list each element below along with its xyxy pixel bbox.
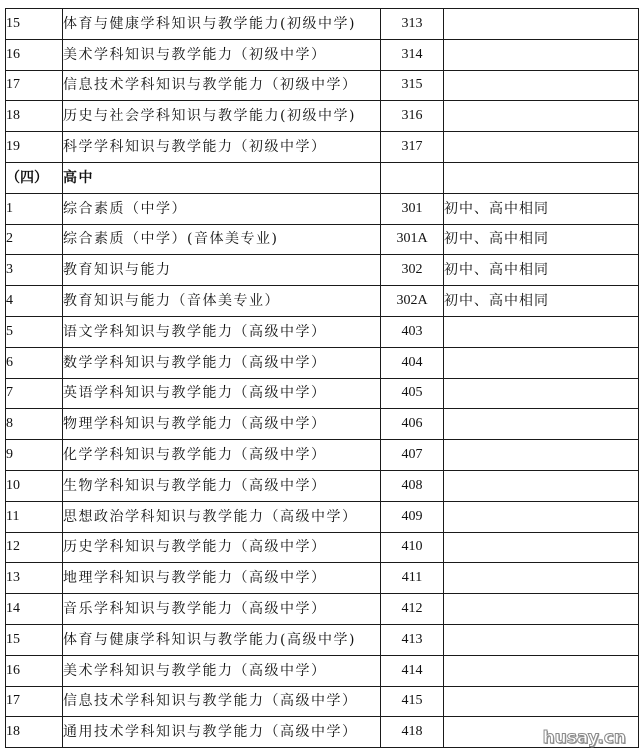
table-row <box>6 624 639 655</box>
table-row <box>6 686 639 717</box>
remark <box>444 132 639 163</box>
table-row <box>6 132 639 163</box>
remark <box>444 501 639 532</box>
remark: 初中、高中相同 <box>444 224 639 255</box>
row-number: 5 <box>6 316 63 347</box>
row-number: 8 <box>6 409 63 440</box>
remark <box>444 9 639 40</box>
remark: 初中、高中相同 <box>444 286 639 317</box>
watermark: husay.cn <box>542 728 626 748</box>
subject-name: 物理学科知识与教学能力（高级中学） <box>63 409 381 440</box>
subject-name: 思想政治学科知识与教学能力（高级中学） <box>63 501 381 532</box>
row-number: 14 <box>6 594 63 625</box>
remark <box>444 347 639 378</box>
subject-code: 411 <box>381 563 444 594</box>
remark <box>444 440 639 471</box>
row-number: （四） <box>6 162 63 193</box>
table-row <box>6 501 639 532</box>
subject-name: 地理学科知识与教学能力（高级中学） <box>63 563 381 594</box>
row-number: 18 <box>6 101 63 132</box>
subject-name: 教育知识与能力 <box>63 255 381 286</box>
table-row <box>6 39 639 70</box>
remark <box>444 162 639 193</box>
row-number: 4 <box>6 286 63 317</box>
subject-name: 信息技术学科知识与教学能力（高级中学） <box>63 686 381 717</box>
subject-code: 409 <box>381 501 444 532</box>
subject-code: 406 <box>381 409 444 440</box>
subject-code: 412 <box>381 594 444 625</box>
subject-code: 301 <box>381 193 444 224</box>
remark <box>444 686 639 717</box>
subject-name: 音乐学科知识与教学能力（高级中学） <box>63 594 381 625</box>
remark <box>444 563 639 594</box>
remark: 初中、高中相同 <box>444 193 639 224</box>
subject-name: 历史学科知识与教学能力（高级中学） <box>63 532 381 563</box>
row-number: 16 <box>6 655 63 686</box>
row-number: 11 <box>6 501 63 532</box>
subject-name: 体育与健康学科知识与教学能力(高级中学) <box>63 624 381 655</box>
subject-name: 高中 <box>63 162 381 193</box>
subject-code: 314 <box>381 39 444 70</box>
row-number: 18 <box>6 717 63 748</box>
remark <box>444 624 639 655</box>
remark <box>444 409 639 440</box>
subject-name: 英语学科知识与教学能力（高级中学） <box>63 378 381 409</box>
subject-name: 通用技术学科知识与教学能力（高级中学） <box>63 717 381 748</box>
subject-name: 综合素质（中学）(音体美专业) <box>63 224 381 255</box>
subject-name: 美术学科知识与教学能力（高级中学） <box>63 655 381 686</box>
row-number: 15 <box>6 9 63 40</box>
subject-code: 302A <box>381 286 444 317</box>
row-number: 6 <box>6 347 63 378</box>
subject-code: 301A <box>381 224 444 255</box>
row-number: 9 <box>6 440 63 471</box>
subject-name: 科学学科知识与教学能力（初级中学） <box>63 132 381 163</box>
remark <box>444 316 639 347</box>
subject-name: 语文学科知识与教学能力（高级中学） <box>63 316 381 347</box>
remark: 初中、高中相同 <box>444 255 639 286</box>
subject-code: 302 <box>381 255 444 286</box>
subject-code: 405 <box>381 378 444 409</box>
table-row <box>6 532 639 563</box>
row-number: 1 <box>6 193 63 224</box>
remark <box>444 594 639 625</box>
subject-code: 410 <box>381 532 444 563</box>
table-row <box>6 347 639 378</box>
row-number: 2 <box>6 224 63 255</box>
subject-code: 408 <box>381 470 444 501</box>
table-row <box>6 563 639 594</box>
row-number: 10 <box>6 470 63 501</box>
subject-name: 数学学科知识与教学能力（高级中学） <box>63 347 381 378</box>
subject-name: 教育知识与能力（音体美专业） <box>63 286 381 317</box>
remark <box>444 378 639 409</box>
table-row <box>6 101 639 132</box>
table-row <box>6 286 639 317</box>
row-number: 17 <box>6 70 63 101</box>
remark <box>444 655 639 686</box>
remark <box>444 39 639 70</box>
exam-subject-table <box>5 8 639 748</box>
row-number: 15 <box>6 624 63 655</box>
subject-name: 历史与社会学科知识与教学能力(初级中学) <box>63 101 381 132</box>
subject-code: 418 <box>381 717 444 748</box>
subject-name: 美术学科知识与教学能力（初级中学） <box>63 39 381 70</box>
subject-code: 315 <box>381 70 444 101</box>
subject-code: 415 <box>381 686 444 717</box>
row-number: 17 <box>6 686 63 717</box>
subject-code: 413 <box>381 624 444 655</box>
subject-code <box>381 162 444 193</box>
remark <box>444 70 639 101</box>
row-number: 13 <box>6 563 63 594</box>
table-row <box>6 224 639 255</box>
subject-name: 体育与健康学科知识与教学能力(初级中学) <box>63 9 381 40</box>
subject-code: 403 <box>381 316 444 347</box>
subject-code: 404 <box>381 347 444 378</box>
remark <box>444 101 639 132</box>
table-row <box>6 193 639 224</box>
remark <box>444 470 639 501</box>
table-row <box>6 70 639 101</box>
subject-name: 综合素质（中学） <box>63 193 381 224</box>
subject-code: 414 <box>381 655 444 686</box>
subject-name: 化学学科知识与教学能力（高级中学） <box>63 440 381 471</box>
section-row <box>6 162 639 193</box>
row-number: 7 <box>6 378 63 409</box>
table-row <box>6 255 639 286</box>
subject-code: 313 <box>381 9 444 40</box>
subject-code: 316 <box>381 101 444 132</box>
table-row <box>6 316 639 347</box>
subject-name: 生物学科知识与教学能力（高级中学） <box>63 470 381 501</box>
row-number: 12 <box>6 532 63 563</box>
table-row <box>6 594 639 625</box>
row-number: 3 <box>6 255 63 286</box>
table-row <box>6 378 639 409</box>
subject-code: 407 <box>381 440 444 471</box>
row-number: 19 <box>6 132 63 163</box>
table-row <box>6 655 639 686</box>
table-row <box>6 470 639 501</box>
table-row <box>6 409 639 440</box>
subject-code: 317 <box>381 132 444 163</box>
row-number: 16 <box>6 39 63 70</box>
table-row <box>6 440 639 471</box>
table-row <box>6 9 639 40</box>
remark <box>444 532 639 563</box>
subject-name: 信息技术学科知识与教学能力（初级中学） <box>63 70 381 101</box>
